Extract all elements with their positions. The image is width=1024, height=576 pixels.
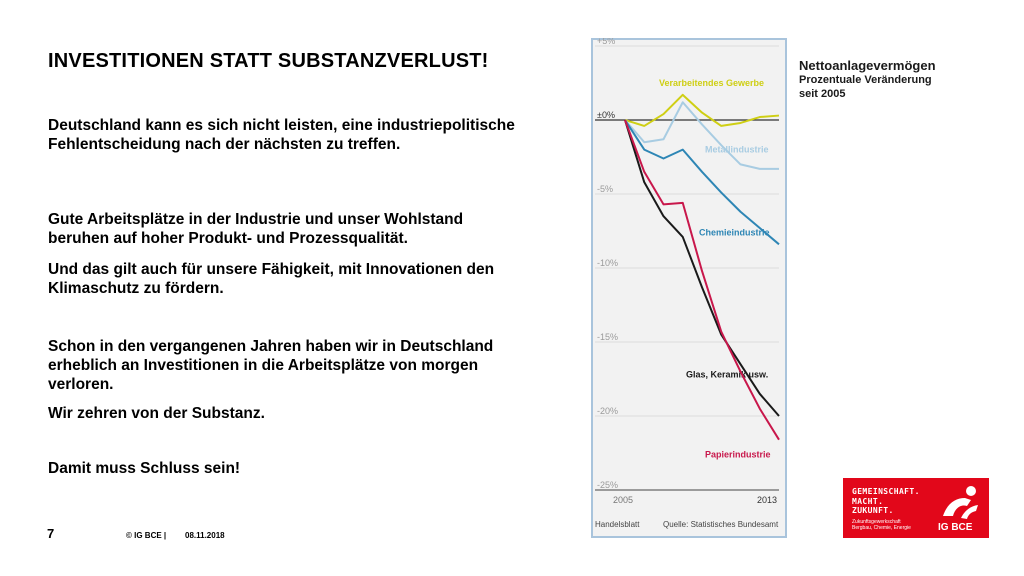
chart-caption-subtitle-1: Prozentuale Veränderung bbox=[799, 74, 932, 86]
y-tick-label-1: ±0% bbox=[597, 110, 615, 120]
y-tick-label-4: -15% bbox=[597, 332, 619, 342]
series-label-metallindustrie: Metallindustrie bbox=[705, 144, 769, 155]
y-tick-label-0: +5% bbox=[597, 38, 616, 46]
logo-tagline-1: Zukunftsgewerkschaft bbox=[852, 519, 901, 525]
slide-title: INVESTITIONEN STATT SUBSTANZVERLUST! bbox=[48, 50, 489, 72]
footer-copyright: © IG BCE | bbox=[126, 531, 167, 540]
series-label-chemieindustrie: Chemieindustrie bbox=[699, 227, 770, 238]
x-tick-label-1: 2013 bbox=[756, 495, 778, 505]
chart-caption bbox=[799, 58, 989, 101]
series-label-glas-keramik-usw: Glas, Keramik usw. bbox=[686, 369, 769, 380]
source-left: Handelsblatt bbox=[595, 520, 640, 529]
paragraph-1: Deutschland kann es sich nicht leisten, eine industriepolitische Fehlentscheidung nach der nächsten zu treffen. bbox=[48, 117, 515, 153]
line-chart bbox=[591, 38, 787, 538]
chart-caption-subtitle-2: seit 2005 bbox=[799, 88, 846, 100]
y-tick-label-3: -10% bbox=[597, 258, 619, 268]
chart-background bbox=[592, 39, 786, 537]
ig-bce-logo bbox=[843, 478, 989, 538]
logo-slogan-line-1: GEMEINSCHAFT. bbox=[852, 487, 920, 496]
paragraph-5: Wir zehren von der Substanz. bbox=[48, 405, 265, 422]
logo-tagline-2: Bergbau, Chemie, Energie bbox=[852, 525, 911, 531]
paragraph-3: Und das gilt auch für unsere Fähigkeit, mit Innovationen den Klimaschutz zu fördern. bbox=[48, 261, 495, 297]
y-tick-label-6: -25% bbox=[597, 480, 619, 490]
paragraph-6: Damit muss Schluss sein! bbox=[48, 460, 241, 477]
series-label-papierindustrie: Papierindustrie bbox=[705, 449, 771, 460]
chart-caption-title: Nettoanlagevermögen bbox=[799, 58, 936, 73]
logo-brand: IG BCE bbox=[938, 522, 973, 533]
footer-date: 08.11.2018 bbox=[185, 531, 225, 540]
y-tick-label-2: -5% bbox=[597, 184, 614, 194]
paragraph-4: Schon in den vergangenen Jahren haben wir in Deutschland erheblich an Investitionen in die Arbeitsplätze von morgen verloren. bbox=[48, 338, 494, 393]
logo-slogan-line-3: ZUKUNFT. bbox=[852, 506, 894, 515]
chart-panel bbox=[591, 38, 787, 538]
x-tick-label-0: 2005 bbox=[612, 495, 634, 505]
paragraph-2: Gute Arbeitsplätze in der Industrie und unser Wohlstand beruhen auf hoher Produkt- und Prozessqualität. bbox=[48, 211, 464, 247]
page-number: 7 bbox=[47, 526, 55, 541]
source-right: Quelle: Statistisches Bundesamt bbox=[663, 520, 779, 529]
series-label-verarbeitendes-gewerbe: Verarbeitendes Gewerbe bbox=[659, 77, 765, 88]
logo-slogan-line-2: MACHT. bbox=[852, 496, 884, 506]
y-tick-label-5: -20% bbox=[597, 406, 619, 416]
